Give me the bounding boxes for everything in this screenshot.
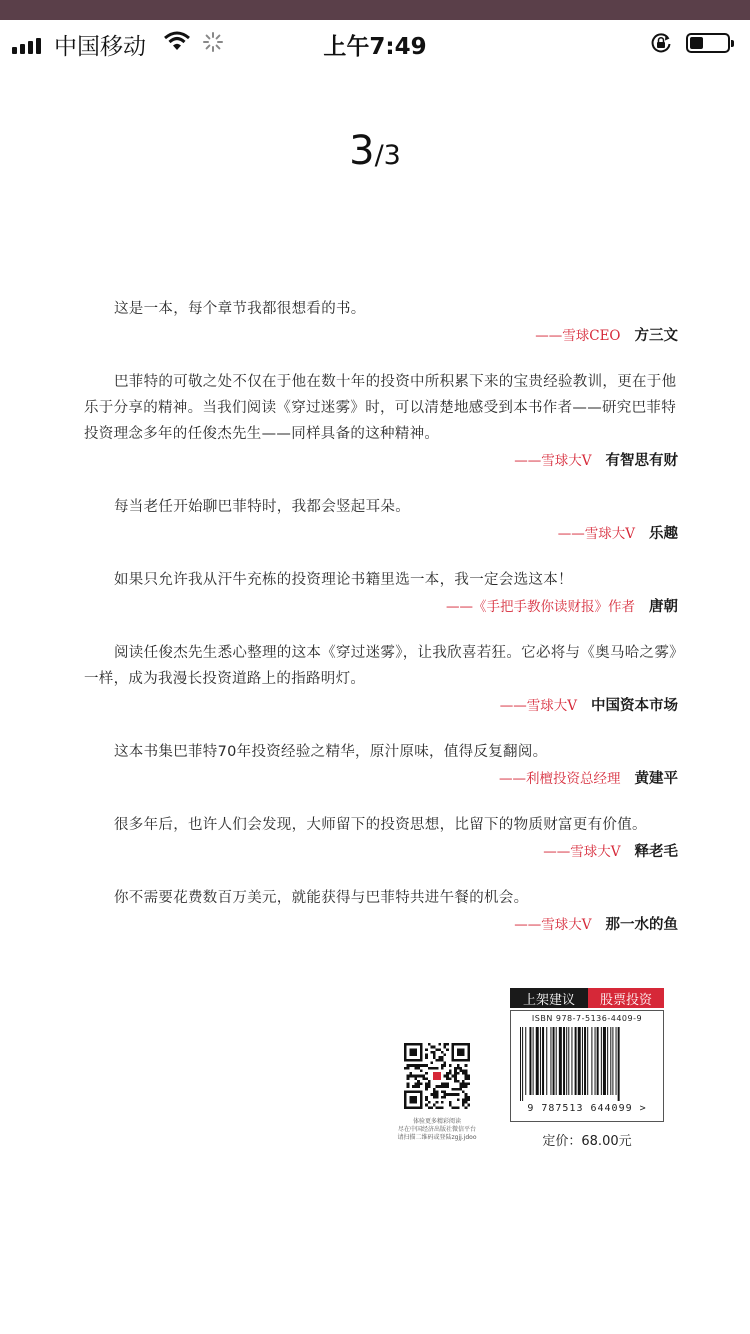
- endorser-name: 有智思有财: [605, 453, 678, 469]
- qr-caption-line: 请扫描二维码或登陆zgjj.jdoo: [397, 1134, 477, 1141]
- price-label: 定价：68.00元: [542, 1134, 632, 1149]
- barcode-block: [510, 988, 664, 1122]
- qr-caption-line: 尽在中国经济出版社微信平台: [397, 1126, 476, 1133]
- shelf-label: 上架建议: [510, 988, 588, 1008]
- endorsement-attribution: [84, 593, 678, 620]
- endorsement-attribution: [84, 447, 678, 474]
- endorser-name: 唐朝: [649, 599, 678, 615]
- endorser-role: ——利檀投资总经理: [499, 771, 621, 787]
- endorser-role: ——雪球大V: [557, 526, 635, 542]
- endorser-name: 黄建平: [634, 771, 678, 787]
- endorsement-attribution: [84, 692, 678, 719]
- endorser-name: 乐趣: [649, 526, 678, 542]
- endorsement-attribution: [84, 520, 678, 547]
- endorsement-text: 这本书集巴菲特70年投资经验之精华，原汁原味，值得反复翻阅。: [114, 744, 548, 760]
- endorser-name: 释老毛: [634, 844, 678, 860]
- top-color-strip: [0, 0, 750, 20]
- endorsement-text: 阅读任俊杰先生悉心整理的这本《穿过迷雾》，让我欣喜若狂。它必将与《奥马哈之雾》一样，成为我漫长投资道路上的指路明灯。: [84, 645, 677, 687]
- barcode-icon: [520, 1027, 654, 1101]
- carrier-label: 中国移动: [54, 34, 146, 60]
- endorsement-item: [84, 640, 678, 719]
- isbn-text: ISBN 978-7-5136-4409-9: [531, 1014, 643, 1023]
- qr-caption-line: 体验更多精彩阅读: [412, 1118, 461, 1125]
- endorsement-text: 如果只允许我从汗牛充栋的投资理论书籍里选一本，我一定会选这本！: [114, 572, 573, 588]
- endorser-role: ——《手把手教你读财报》作者: [446, 599, 635, 615]
- endorser-role: ——雪球大V: [499, 698, 577, 714]
- clock: 上午7:49: [323, 34, 427, 60]
- endorsement-item: [84, 494, 678, 547]
- shelf-tag: [510, 988, 664, 1008]
- endorsement-item: [84, 885, 678, 938]
- endorsement-item: [84, 296, 678, 349]
- endorser-role: ——雪球CEO: [535, 328, 621, 344]
- endorsement-item: [84, 567, 678, 620]
- endorsement-item: [84, 812, 678, 865]
- endorser-name: 方三文: [634, 328, 678, 344]
- qr-caption: [380, 1118, 494, 1142]
- endorser-role: ——雪球大V: [514, 917, 592, 933]
- qr-code: [404, 1043, 470, 1109]
- endorsement-attribution: [84, 322, 678, 349]
- endorser-name: 那一水的鱼: [605, 917, 678, 933]
- page-indicator: [0, 128, 750, 174]
- endorsement-text: 很多年后，也许人们会发现，大师留下的投资思想，比留下的物质财富更有价值。: [114, 817, 647, 833]
- endorsement-text: 巴菲特的可敬之处不仅在于他在数十年的投资中所积累下来的宝贵经验教训，更在于他乐于分享的精神。当我们阅读《穿过迷雾》时，可以清楚地感受到本书作者——研究巴菲特投资理念多年的任俊杰先生——同样具备的这种精神。: [84, 374, 677, 442]
- battery-level: [690, 37, 703, 49]
- barcode-number: 9 787513 644099 >: [527, 1103, 647, 1114]
- endorsement-attribution: [84, 911, 678, 938]
- barcode-frame: [510, 1010, 664, 1122]
- endorsement-list: [84, 296, 678, 958]
- endorsement-text: 这是一本，每个章节我都很想看的书。: [114, 301, 366, 317]
- status-bar: [0, 20, 750, 66]
- endorsement-text: 你不需要花费数百万美元，就能获得与巴菲特共进午餐的机会。: [114, 890, 529, 906]
- endorsement-item: [84, 369, 678, 474]
- endorsement-attribution: [84, 765, 678, 792]
- endorsement-text: 每当老任开始聊巴菲特时，我都会竖起耳朵。: [114, 499, 410, 515]
- page-total: /3: [374, 140, 401, 171]
- endorsement-item: [84, 739, 678, 792]
- rotation-lock-icon: [650, 32, 672, 54]
- page-current: 3: [349, 128, 375, 174]
- endorser-role: ——雪球大V: [543, 844, 621, 860]
- shelf-category: 股票投资: [588, 988, 664, 1008]
- endorser-name: 中国资本市场: [591, 698, 678, 714]
- endorser-role: ——雪球大V: [514, 453, 592, 469]
- battery-icon: [686, 33, 730, 53]
- endorsement-attribution: [84, 838, 678, 865]
